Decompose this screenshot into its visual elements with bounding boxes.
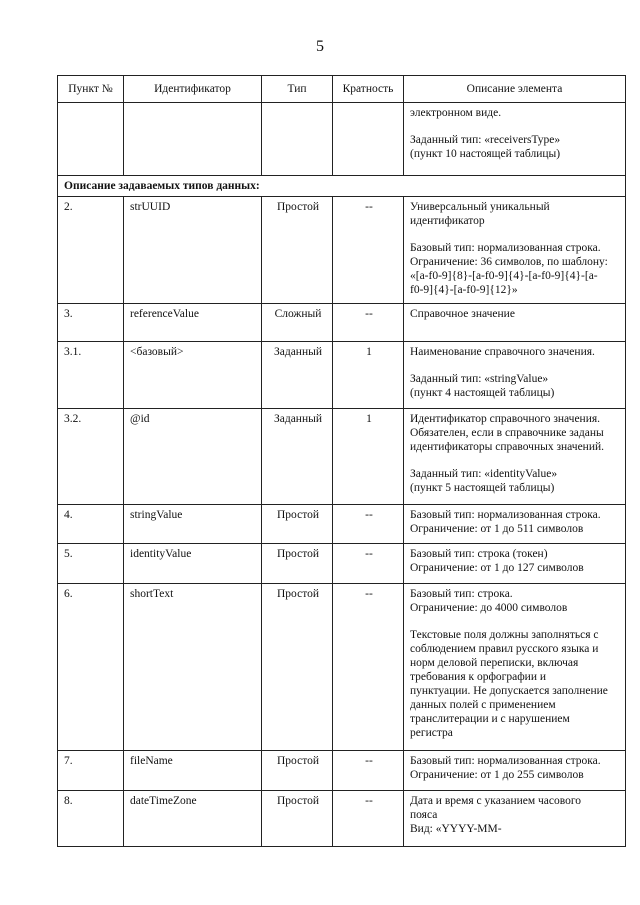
section-title: Описание задаваемых типов данных: [58, 176, 626, 197]
page-number: 5 [316, 38, 324, 55]
description-line: пунктуации. Не допускается заполнение [410, 685, 608, 697]
table-body [58, 103, 626, 847]
row-type: Простой [262, 505, 333, 544]
paragraph-gap [410, 120, 621, 133]
description-line: Справочное значение [410, 308, 515, 320]
row-number: 3.1. [58, 342, 124, 409]
description-line: электронном виде. [410, 107, 502, 119]
row-description [404, 197, 626, 304]
description-line: Базовый тип: нормализованная строка. [410, 755, 601, 767]
spec-table [57, 75, 626, 847]
table-row [58, 103, 626, 176]
row-type: Сложный [262, 304, 333, 342]
description-line: Ограничение: от 1 до 255 символов [410, 769, 584, 781]
table-row [58, 584, 626, 751]
header-multiplicity: Кратность [333, 76, 404, 103]
row-description [404, 304, 626, 342]
description-line: Наименование справочного значения. [410, 346, 595, 358]
description-line: f0-9]{4}-[a-f0-9]{12}» [410, 284, 518, 296]
header-row [58, 76, 626, 103]
header-id: Идентификатор [124, 76, 262, 103]
description-line: идентификатор [410, 215, 485, 227]
row-identifier [124, 103, 262, 176]
row-identifier: dateTimeZone [124, 791, 262, 847]
table-row [58, 505, 626, 544]
row-description [404, 409, 626, 505]
row-description [404, 751, 626, 791]
row-number: 5. [58, 544, 124, 584]
row-identifier: shortText [124, 584, 262, 751]
row-number: 3.2. [58, 409, 124, 505]
description-line: Ограничение: от 1 до 127 символов [410, 562, 584, 574]
description-line: Ограничение: до 4000 символов [410, 602, 568, 614]
description-line: Базовый тип: строка (токен) [410, 548, 548, 560]
row-description [404, 342, 626, 409]
description-line: Идентификатор справочного значения. [410, 413, 601, 425]
description-line: Заданный тип: «identityValue» [410, 468, 558, 480]
table-row [58, 751, 626, 791]
row-multiplicity: -- [333, 304, 404, 342]
description-line: (пункт 4 настоящей таблицы) [410, 387, 555, 399]
row-type: Заданный [262, 409, 333, 505]
description-line: (пункт 10 настоящей таблицы) [410, 148, 561, 160]
row-identifier: identityValue [124, 544, 262, 584]
row-description [404, 791, 626, 847]
row-number: 8. [58, 791, 124, 847]
row-type [262, 103, 333, 176]
row-identifier: stringValue [124, 505, 262, 544]
row-number: 4. [58, 505, 124, 544]
description-line: Базовый тип: строка. [410, 588, 513, 600]
table-row [58, 409, 626, 505]
description-line: пояса [410, 809, 438, 821]
description-line: Текстовые поля должны заполняться с [410, 629, 599, 641]
row-description [404, 544, 626, 584]
description-line: Вид: «YYYY-MM- [410, 823, 502, 835]
table-row [58, 342, 626, 409]
description-line: «[a-f0-9]{8}-[a-f0-9]{4}-[a-f0-9]{4}-[a- [410, 270, 598, 282]
row-multiplicity: -- [333, 791, 404, 847]
description-line: транслитерации и с нарушением [410, 713, 570, 725]
row-identifier: strUUID [124, 197, 262, 304]
paragraph-gap [410, 615, 621, 628]
description-line: Базовый тип: нормализованная строка. [410, 242, 601, 254]
description-line: Ограничение: 36 символов, по шаблону: [410, 256, 608, 268]
row-type: Простой [262, 791, 333, 847]
row-number [58, 103, 124, 176]
row-type: Простой [262, 584, 333, 751]
row-identifier: referenceValue [124, 304, 262, 342]
paragraph-gap [410, 454, 621, 467]
row-multiplicity [333, 103, 404, 176]
row-number: 3. [58, 304, 124, 342]
table-row [58, 304, 626, 342]
description-line: (пункт 5 настоящей таблицы) [410, 482, 555, 494]
description-line: Базовый тип: нормализованная строка. [410, 509, 601, 521]
row-identifier: <базовый> [124, 342, 262, 409]
row-identifier: fileName [124, 751, 262, 791]
description-line: Универсальный уникальный [410, 201, 550, 213]
row-multiplicity: 1 [333, 342, 404, 409]
table-row [58, 197, 626, 304]
row-type: Заданный [262, 342, 333, 409]
row-type: Простой [262, 544, 333, 584]
row-number: 2. [58, 197, 124, 304]
header-type: Тип [262, 76, 333, 103]
table-row [58, 544, 626, 584]
row-multiplicity: -- [333, 544, 404, 584]
description-line: Ограничение: от 1 до 511 символов [410, 523, 584, 535]
paragraph-gap [410, 228, 621, 241]
row-multiplicity: -- [333, 584, 404, 751]
description-line: регистра [410, 727, 453, 739]
description-line: Заданный тип: «receiversType» [410, 134, 561, 146]
table-row [58, 791, 626, 847]
paragraph-gap [410, 359, 621, 372]
description-line: норм деловой переписки, включая [410, 657, 579, 669]
row-number: 6. [58, 584, 124, 751]
row-identifier: @id [124, 409, 262, 505]
description-line: данных полей с применением [410, 699, 556, 711]
row-type: Простой [262, 751, 333, 791]
row-description [404, 505, 626, 544]
row-description [404, 584, 626, 751]
description-line: идентификаторы справочных значений. [410, 441, 605, 453]
header-num: Пункт № [58, 76, 124, 103]
row-multiplicity: 1 [333, 409, 404, 505]
row-multiplicity: -- [333, 751, 404, 791]
row-multiplicity: -- [333, 197, 404, 304]
section-row [58, 176, 626, 197]
description-line: Дата и время с указанием часового [410, 795, 582, 807]
description-line: Обязателен, если в справочнике заданы [410, 427, 604, 439]
row-number: 7. [58, 751, 124, 791]
row-type: Простой [262, 197, 333, 304]
description-line: Заданный тип: «stringValue» [410, 373, 549, 385]
row-description [404, 103, 626, 176]
row-multiplicity: -- [333, 505, 404, 544]
description-line: соблюдением правил русского языка и [410, 643, 599, 655]
description-line: требования к орфографии и [410, 671, 547, 683]
header-description: Описание элемента [404, 76, 626, 103]
